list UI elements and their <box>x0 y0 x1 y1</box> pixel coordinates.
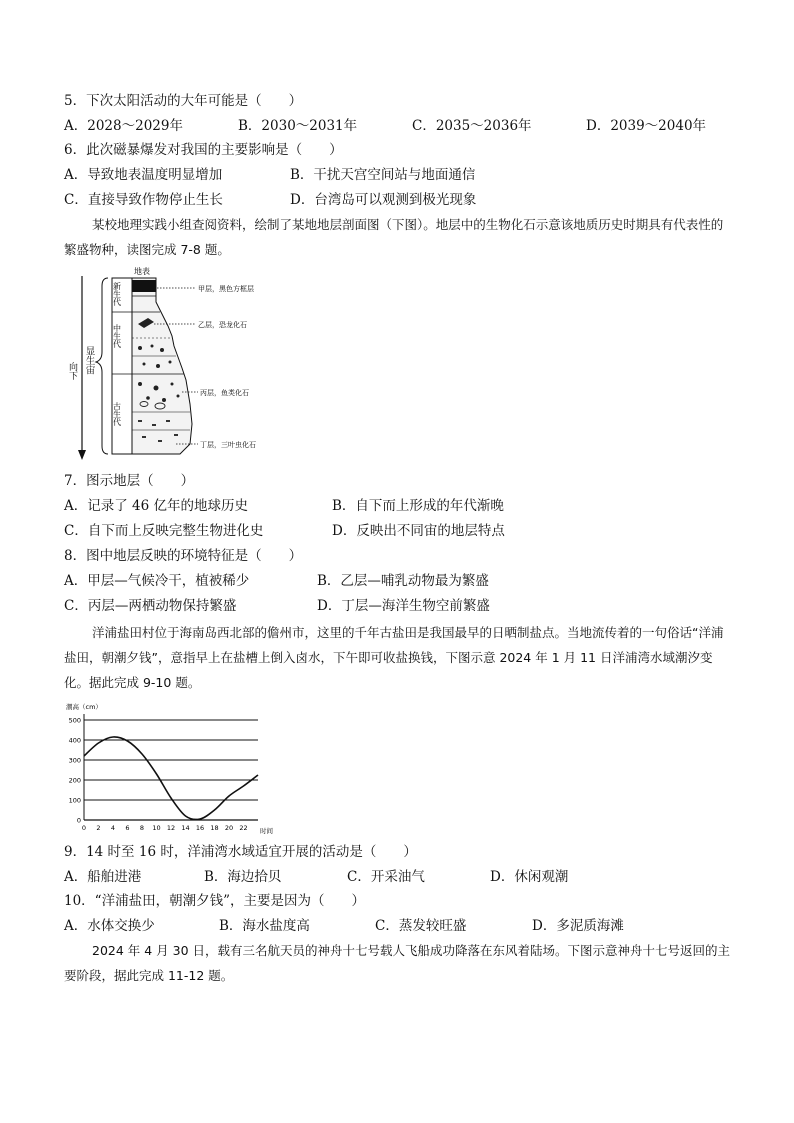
chart-xlabel: 时间 <box>260 827 273 835</box>
q6-option-b: B．干扰天宫空间站与地面通信 <box>290 167 476 183</box>
y-tick-label: 300 <box>68 756 81 765</box>
q7-option-b: B．自下而上形成的年代渐晚 <box>332 498 504 514</box>
x-tick-label: 2 <box>96 824 101 832</box>
chart-ylabel: 潮高（cm） <box>66 703 102 711</box>
q10-option-b: B．海水盐度高 <box>219 918 310 934</box>
x-tick-label: 16 <box>195 824 205 832</box>
x-tick-label: 0 <box>81 824 87 832</box>
x-tick-label: 12 <box>166 824 176 832</box>
tide-chart <box>60 698 273 838</box>
q7-stem: 7．图示地层（ ） <box>64 473 195 489</box>
q6-option-a: A．导致地表温度明显增加 <box>64 167 223 183</box>
q10-stem: 10．“洋浦盐田，朝潮夕钱”，主要是因为（ ） <box>64 893 365 909</box>
q9-option-b: B．海边拾贝 <box>204 869 282 885</box>
q7-option-c: C．自下而上反映完整生物进化史 <box>64 523 264 539</box>
q8-option-a: A．甲层—气候冷干，植被稀少 <box>64 573 250 589</box>
layer-yi-label: 乙层，恐龙化石 <box>198 321 247 329</box>
y-tick-label: 100 <box>68 796 81 805</box>
passage-strata: 某校地理实践小组查阅资料，绘制了某地地层剖面图（下图）。地层中的生物化石示意该地质历史时期具有代表性的繁盛物种，读图完成 7-8 题。 <box>64 217 724 257</box>
tide-curve <box>84 737 258 820</box>
q6-option-c: C．直接导致作物停止生长 <box>64 192 223 208</box>
q10-option-c: C．蒸发较旺盛 <box>375 918 467 934</box>
q9-option-a: A．船舶进港 <box>64 869 142 885</box>
q6-option-d: D．台湾岛可以观测到极光现象 <box>290 192 477 208</box>
q8-stem: 8．图中地层反映的环境特征是（ ） <box>64 548 303 564</box>
era-mesozoic: 中生代 <box>112 324 122 348</box>
q9-option-d: D．休闲观潮 <box>490 869 569 885</box>
q8-option-d: D．丁层—海洋生物空前繁盛 <box>317 598 490 614</box>
x-tick-label: 6 <box>125 824 130 832</box>
q7-option-a: A．记录了 46 亿年的地球历史 <box>64 498 249 514</box>
y-tick-label: 500 <box>68 716 81 725</box>
surface-label: 地表 <box>134 267 150 276</box>
y-tick-label: 0 <box>76 816 81 825</box>
q5-option-a: A．2028～2029年 <box>64 118 183 134</box>
x-tick-label: 8 <box>139 824 145 832</box>
q5-stem: 5．下次太阳活动的大年可能是（ ） <box>64 93 303 109</box>
q7-option-d: D．反映出不同宙的地层特点 <box>332 523 505 539</box>
era-paleozoic: 古生代 <box>112 402 122 426</box>
x-tick-label: 20 <box>224 824 234 832</box>
q10-option-d: D．多泥质海滩 <box>532 918 624 934</box>
layer-bing-label: 丙层，鱼类化石 <box>200 389 249 397</box>
strata-profile-figure <box>64 264 256 469</box>
q8-option-b: B．乙层—哺乳动物最为繁盛 <box>317 573 489 589</box>
x-tick-label: 14 <box>181 824 190 832</box>
down-arrow-icon <box>78 450 86 460</box>
x-tick-label: 18 <box>210 824 219 832</box>
y-tick-label: 200 <box>68 776 81 785</box>
q5-option-b: B．2030～2031年 <box>238 118 358 134</box>
x-tick-label: 22 <box>239 824 248 832</box>
q8-option-c: C．丙层—两栖动物保持繁盛 <box>64 598 237 614</box>
passage-tide: 洋浦盐田村位于海南岛西北部的儋州市，这里的千年古盐田是我国最早的日晒制盐点。当地流传着的一句俗话“洋浦盐田，朝潮夕钱”，意指早上在盐槽上倒入卤水，下午即可收盐换钱，下图示意 2024 年 1 月 11 日洋浦湾水域潮汐变化。据此完成 9-10 题。 <box>64 625 724 690</box>
q10-option-a: A．水体交换少 <box>64 918 155 934</box>
eon-label: 显生宙 <box>83 346 95 375</box>
direction-label: 向下 <box>67 362 77 380</box>
layer-jia-label: 甲层，黑色方框层 <box>198 285 254 293</box>
q5-option-d: D．2039～2040年 <box>586 118 707 134</box>
y-tick-label: 400 <box>68 736 81 745</box>
q9-stem: 9．14 时至 16 时，洋浦湾水域适宜开展的活动是（ ） <box>64 844 417 860</box>
q6-stem: 6．此次磁暴爆发对我国的主要影响是（ ） <box>64 142 343 158</box>
passage-shenzhou: 2024 年 4 月 30 日，载有三名航天员的神舟十七号载人飞船成功降落在东风着陆场。下图示意神舟十七号返回的主要阶段，据此完成 11-12 题。 <box>64 943 731 983</box>
q9-option-c: C．开采油气 <box>347 869 425 885</box>
layer-ding-label: 丁层，三叶虫化石 <box>200 441 256 449</box>
x-tick-label: 10 <box>152 824 161 832</box>
q5-option-c: C．2035～2036年 <box>412 118 532 134</box>
era-cenozoic: 新生代 <box>112 282 122 306</box>
x-tick-label: 4 <box>110 824 116 832</box>
